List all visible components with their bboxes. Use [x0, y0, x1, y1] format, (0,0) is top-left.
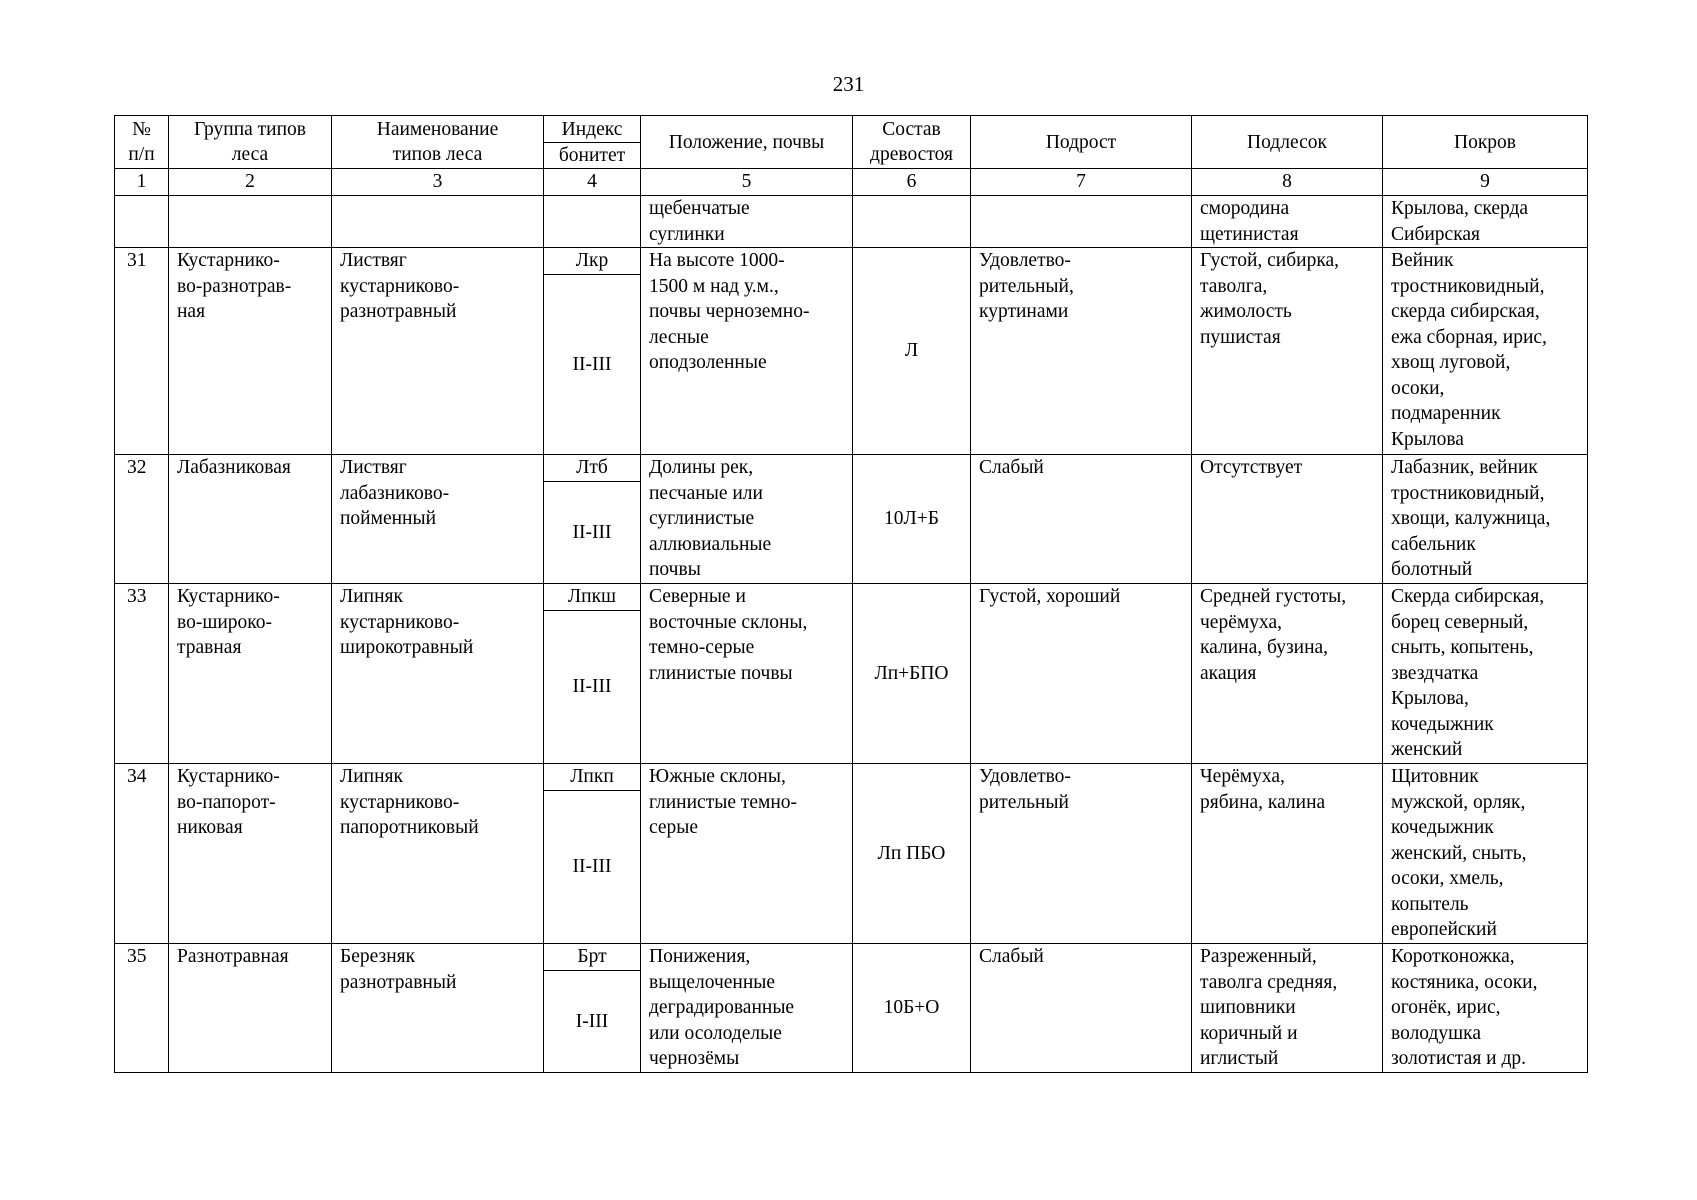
cell-name: Листвяг лабазниково- пойменный [332, 455, 544, 584]
header-undergrowth: Подрост [971, 116, 1192, 169]
header-position: Положение, почвы [641, 116, 853, 169]
cell-name: Липняк кустарниково- папоротниковый [332, 764, 544, 944]
column-number: 1 [115, 169, 169, 196]
cell-empty [853, 196, 971, 248]
cell-underbrush: Разреженный, таволга средняя, шиповники коричный и иглистый [1192, 944, 1383, 1073]
cell-bonitet: II-III [544, 791, 641, 944]
cell-num: 32 [115, 455, 169, 584]
cell-empty [544, 196, 641, 248]
cell-num: 31 [115, 248, 169, 455]
header-num: № п/п [115, 116, 169, 169]
cell-underbrush: Отсутствует [1192, 455, 1383, 584]
cell-position: Долины рек, песчаные или суглинистые аллювиальные почвы [641, 455, 853, 584]
cell-group: Кустарнико- во-широко- травная [169, 584, 332, 764]
page-number: 231 [832, 72, 865, 96]
cell-composition: 10Л+Б [853, 455, 971, 584]
cell-num: 33 [115, 584, 169, 764]
table-row-31 [115, 248, 1588, 275]
cell-group: Кустарнико- во-разнотрав- ная [169, 248, 332, 455]
column-number: 3 [332, 169, 544, 196]
cell-undergrowth: Удовлетво- рительный [971, 764, 1192, 944]
cell-num: 34 [115, 764, 169, 944]
cell-cover: Скерда сибирская, борец северный, сныть, копытень, звездчатка Крылова, кочедыжник женский [1383, 584, 1588, 764]
cell-composition: Лп+БПО [853, 584, 971, 764]
header-composition: Состав древостоя [853, 116, 971, 169]
cell-group: Кустарнико- во-папорот- никовая [169, 764, 332, 944]
cell-group: Лабазниковая [169, 455, 332, 584]
cell-composition: Лп ПБО [853, 764, 971, 944]
cell-underbrush: смородина щетинистая [1192, 196, 1383, 248]
cell-position: щебенчатые суглинки [641, 196, 853, 248]
cell-num: 35 [115, 944, 169, 1073]
cell-bonitet: II-III [544, 611, 641, 764]
cell-index: Лкр [544, 248, 641, 275]
cell-empty [169, 196, 332, 248]
column-number: 8 [1192, 169, 1383, 196]
column-numbers-row [115, 169, 1588, 196]
header-underbrush: Подлесок [1192, 116, 1383, 169]
cell-cover: Лабазник, вейник тростниковидный, хвощи, калужница, сабельник болотный [1383, 455, 1588, 584]
cell-position: Южные склоны, глинистые темно- серые [641, 764, 853, 944]
cell-position: На высоте 1000- 1500 м над у.м., почвы черноземно- лесные оподзоленные [641, 248, 853, 455]
column-number: 6 [853, 169, 971, 196]
cell-composition: Л [853, 248, 971, 455]
column-number: 7 [971, 169, 1192, 196]
cell-underbrush: Средней густоты, черёмуха, калина, бузина, акация [1192, 584, 1383, 764]
cell-empty [971, 196, 1192, 248]
table-row-32 [115, 455, 1588, 482]
header-row [115, 116, 1588, 143]
cell-bonitet: I-III [544, 971, 641, 1073]
table-row-34 [115, 764, 1588, 791]
cell-index: Брт [544, 944, 641, 971]
cell-name: Листвяг кустарниково- разнотравный [332, 248, 544, 455]
header-index: Индекс [544, 116, 641, 143]
cell-index: Лтб [544, 455, 641, 482]
cell-name: Березняк разнотравный [332, 944, 544, 1073]
cell-undergrowth: Слабый [971, 944, 1192, 1073]
cell-cover: Щитовник мужской, орляк, кочедыжник женский, сныть, осоки, хмель, копытель европейский [1383, 764, 1588, 944]
header-name: Наименование типов леса [332, 116, 544, 169]
header-group: Группа типов леса [169, 116, 332, 169]
cell-cover: Вейник тростниковидный, скерда сибирская, ежа сборная, ирис, хвощ луговой, осоки, подмаренник Крылова [1383, 248, 1588, 455]
cell-empty [115, 196, 169, 248]
cell-cover: Коротконожка, костяника, осоки, огонёк, ирис, володушка золотистая и др. [1383, 944, 1588, 1073]
cell-undergrowth: Густой, хороший [971, 584, 1192, 764]
forest-types-table [114, 115, 1588, 1073]
continuation-row [115, 196, 1588, 248]
cell-group: Разнотравная [169, 944, 332, 1073]
cell-composition: 10Б+О [853, 944, 971, 1073]
column-number: 5 [641, 169, 853, 196]
column-number: 9 [1383, 169, 1588, 196]
cell-position: Северные и восточные склоны, темно-серые глинистые почвы [641, 584, 853, 764]
cell-undergrowth: Удовлетво- рительный, куртинами [971, 248, 1192, 455]
header-bonitet: бонитет [544, 143, 641, 169]
header-cover: Покров [1383, 116, 1588, 169]
cell-cover: Крылова, скерда Сибирская [1383, 196, 1588, 248]
cell-position: Понижения, выщелоченные деградированные или осолоделые чернозёмы [641, 944, 853, 1073]
cell-undergrowth: Слабый [971, 455, 1192, 584]
cell-bonitet: II-III [544, 482, 641, 584]
cell-index: Лпкп [544, 764, 641, 791]
cell-underbrush: Густой, сибирка, таволга, жимолость пушистая [1192, 248, 1383, 455]
cell-bonitet: II-III [544, 275, 641, 455]
cell-name: Липняк кустарниково- широкотравный [332, 584, 544, 764]
cell-index: Лпкш [544, 584, 641, 611]
table-row-33 [115, 584, 1588, 611]
column-number: 2 [169, 169, 332, 196]
table-row-35 [115, 944, 1588, 971]
column-number: 4 [544, 169, 641, 196]
cell-underbrush: Черёмуха, рябина, калина [1192, 764, 1383, 944]
cell-empty [332, 196, 544, 248]
